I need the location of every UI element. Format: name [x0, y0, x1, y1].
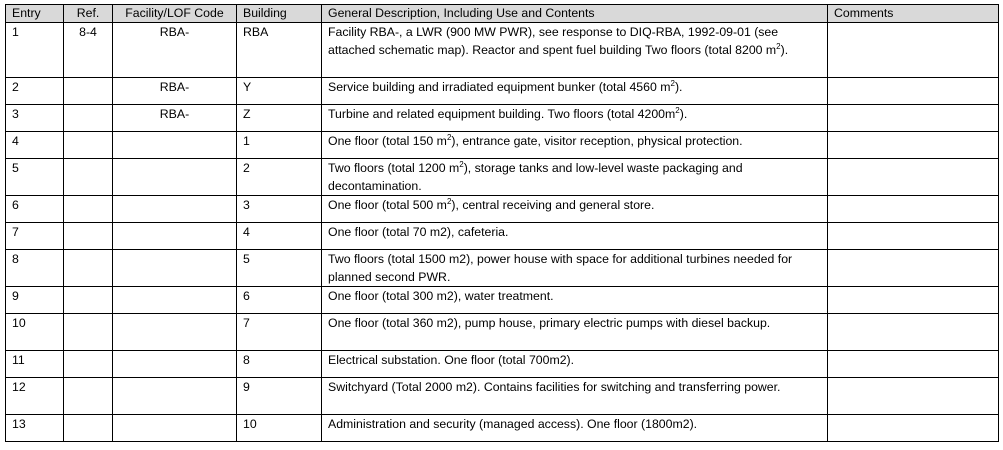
- cell-description: [322, 378, 828, 415]
- cell-ref: [64, 196, 113, 223]
- cell-ref: [64, 159, 113, 196]
- cell-description: [322, 105, 828, 132]
- table-body: [6, 23, 999, 442]
- description-text: One floor (total 150 m: [328, 134, 447, 148]
- cell-building: 4: [237, 223, 322, 250]
- cell-description: [322, 78, 828, 105]
- cell-ref: [64, 132, 113, 159]
- description-text-tail: ).: [679, 107, 688, 121]
- cell-comments: [828, 314, 999, 351]
- cell-description: [322, 351, 828, 378]
- cell-comments: [828, 78, 999, 105]
- cell-building: 6: [237, 287, 322, 314]
- table-row: [6, 415, 999, 442]
- description-text: One floor (total 70 m2), cafeteria.: [328, 225, 509, 239]
- cell-building: 1: [237, 132, 322, 159]
- cell-description: [322, 415, 828, 442]
- cell-ref: [64, 105, 113, 132]
- table-row: [6, 250, 999, 287]
- description-text: Electrical substation. One floor (total 700m2).: [328, 353, 575, 367]
- description-text: Two floors (total 1200 m: [328, 161, 460, 175]
- cell-ref: [64, 415, 113, 442]
- superscript: 2: [446, 132, 452, 142]
- cell-comments: [828, 23, 999, 78]
- description-text: Two floors (total 1500 m2), power house with space for additional turbines needed for planned second PWR.: [328, 252, 793, 284]
- cell-facility: RBA-: [113, 78, 237, 105]
- cell-building: 2: [237, 159, 322, 196]
- description-text: One floor (total 300 m2), water treatment.: [328, 289, 554, 303]
- cell-building: RBA: [237, 23, 322, 78]
- header-entry: Entry: [6, 5, 64, 23]
- cell-building: Z: [237, 105, 322, 132]
- cell-entry: 5: [6, 159, 64, 196]
- cell-entry: 3: [6, 105, 64, 132]
- cell-ref: 8-4: [64, 23, 113, 78]
- cell-description: [322, 196, 828, 223]
- description-text-tail: ), storage tanks and low-level waste packaging and decontamination.: [328, 161, 743, 193]
- header-facility: Facility/LOF Code: [113, 5, 237, 23]
- cell-facility: RBA-: [113, 23, 237, 78]
- cell-building: 7: [237, 314, 322, 351]
- cell-description: [322, 314, 828, 351]
- cell-description: [322, 223, 828, 250]
- table-row: [6, 132, 999, 159]
- cell-facility: [113, 287, 237, 314]
- cell-facility: [113, 351, 237, 378]
- cell-building: 3: [237, 196, 322, 223]
- table-row: [6, 314, 999, 351]
- description-text: Facility RBA-, a LWR (900 MW PWR), see response to DIQ-RBA, 1992-09-01 (see attached schematic map). Reactor and spent fuel building Two floors (total 8200 m: [328, 25, 779, 57]
- superscript: 2: [459, 159, 464, 169]
- header-comments: Comments: [828, 5, 999, 23]
- cell-entry: 2: [6, 78, 64, 105]
- table-row: [6, 105, 999, 132]
- description-text-tail: ).: [674, 80, 683, 94]
- cell-entry: 12: [6, 378, 64, 415]
- description-text-tail: ), central receiving and general store.: [451, 198, 655, 212]
- table-row: [6, 287, 999, 314]
- cell-comments: [828, 351, 999, 378]
- description-text: Turbine and related equipment building. Two floors (total 4200m: [328, 107, 676, 121]
- cell-entry: 4: [6, 132, 64, 159]
- facility-table: [5, 4, 999, 442]
- cell-entry: 8: [6, 250, 64, 287]
- cell-comments: [828, 287, 999, 314]
- cell-building: 5: [237, 250, 322, 287]
- cell-comments: [828, 196, 999, 223]
- table-row: [6, 223, 999, 250]
- cell-description: [322, 23, 828, 78]
- header-description: General Description, Including Use and Contents: [322, 5, 828, 23]
- cell-description: [322, 159, 828, 196]
- description-text-tail: ).: [780, 43, 789, 57]
- cell-facility: [113, 415, 237, 442]
- cell-comments: [828, 415, 999, 442]
- cell-description: [322, 250, 828, 287]
- cell-building: Y: [237, 78, 322, 105]
- cell-facility: [113, 250, 237, 287]
- table-row: [6, 378, 999, 415]
- cell-entry: 9: [6, 287, 64, 314]
- table-row: [6, 159, 999, 196]
- table-row: [6, 78, 999, 105]
- cell-building: 10: [237, 415, 322, 442]
- description-text: Administration and security (managed access). One floor (1800m2).: [328, 417, 698, 431]
- cell-entry: 7: [6, 223, 64, 250]
- cell-comments: [828, 223, 999, 250]
- table-row: [6, 23, 999, 78]
- cell-facility: [113, 314, 237, 351]
- superscript: 2: [675, 105, 680, 115]
- cell-facility: [113, 196, 237, 223]
- table-row: [6, 196, 999, 223]
- cell-ref: [64, 378, 113, 415]
- header-ref: Ref.: [64, 5, 113, 23]
- cell-facility: RBA-: [113, 105, 237, 132]
- cell-building: 9: [237, 378, 322, 415]
- cell-comments: [828, 378, 999, 415]
- superscript: 2: [670, 78, 675, 88]
- cell-ref: [64, 351, 113, 378]
- cell-comments: [828, 159, 999, 196]
- superscript: 2: [776, 41, 781, 51]
- cell-facility: [113, 159, 237, 196]
- header-building: Building: [237, 5, 322, 23]
- cell-ref: [64, 287, 113, 314]
- cell-ref: [64, 223, 113, 250]
- cell-entry: 6: [6, 196, 64, 223]
- cell-description: [322, 132, 828, 159]
- cell-ref: [64, 314, 113, 351]
- cell-ref: [64, 78, 113, 105]
- cell-description: [322, 287, 828, 314]
- cell-facility: [113, 378, 237, 415]
- description-text: Switchyard (Total 2000 m2). Contains facilities for switching and transferring power.: [328, 380, 781, 394]
- cell-comments: [828, 250, 999, 287]
- cell-ref: [64, 250, 113, 287]
- cell-facility: [113, 132, 237, 159]
- cell-comments: [828, 132, 999, 159]
- cell-facility: [113, 223, 237, 250]
- description-text: One floor (total 360 m2), pump house, primary electric pumps with diesel backup.: [328, 316, 771, 330]
- table-row: [6, 351, 999, 378]
- cell-entry: 13: [6, 415, 64, 442]
- header-row: [6, 5, 999, 23]
- description-text-tail: ), entrance gate, visitor reception, physical protection.: [451, 134, 743, 148]
- cell-comments: [828, 105, 999, 132]
- cell-entry: 1: [6, 23, 64, 78]
- description-text: One floor (total 500 m: [328, 198, 447, 212]
- cell-entry: 11: [6, 351, 64, 378]
- description-text: Service building and irradiated equipment bunker (total 4560 m: [328, 80, 671, 94]
- cell-entry: 10: [6, 314, 64, 351]
- superscript: 2: [446, 196, 452, 206]
- cell-building: 8: [237, 351, 322, 378]
